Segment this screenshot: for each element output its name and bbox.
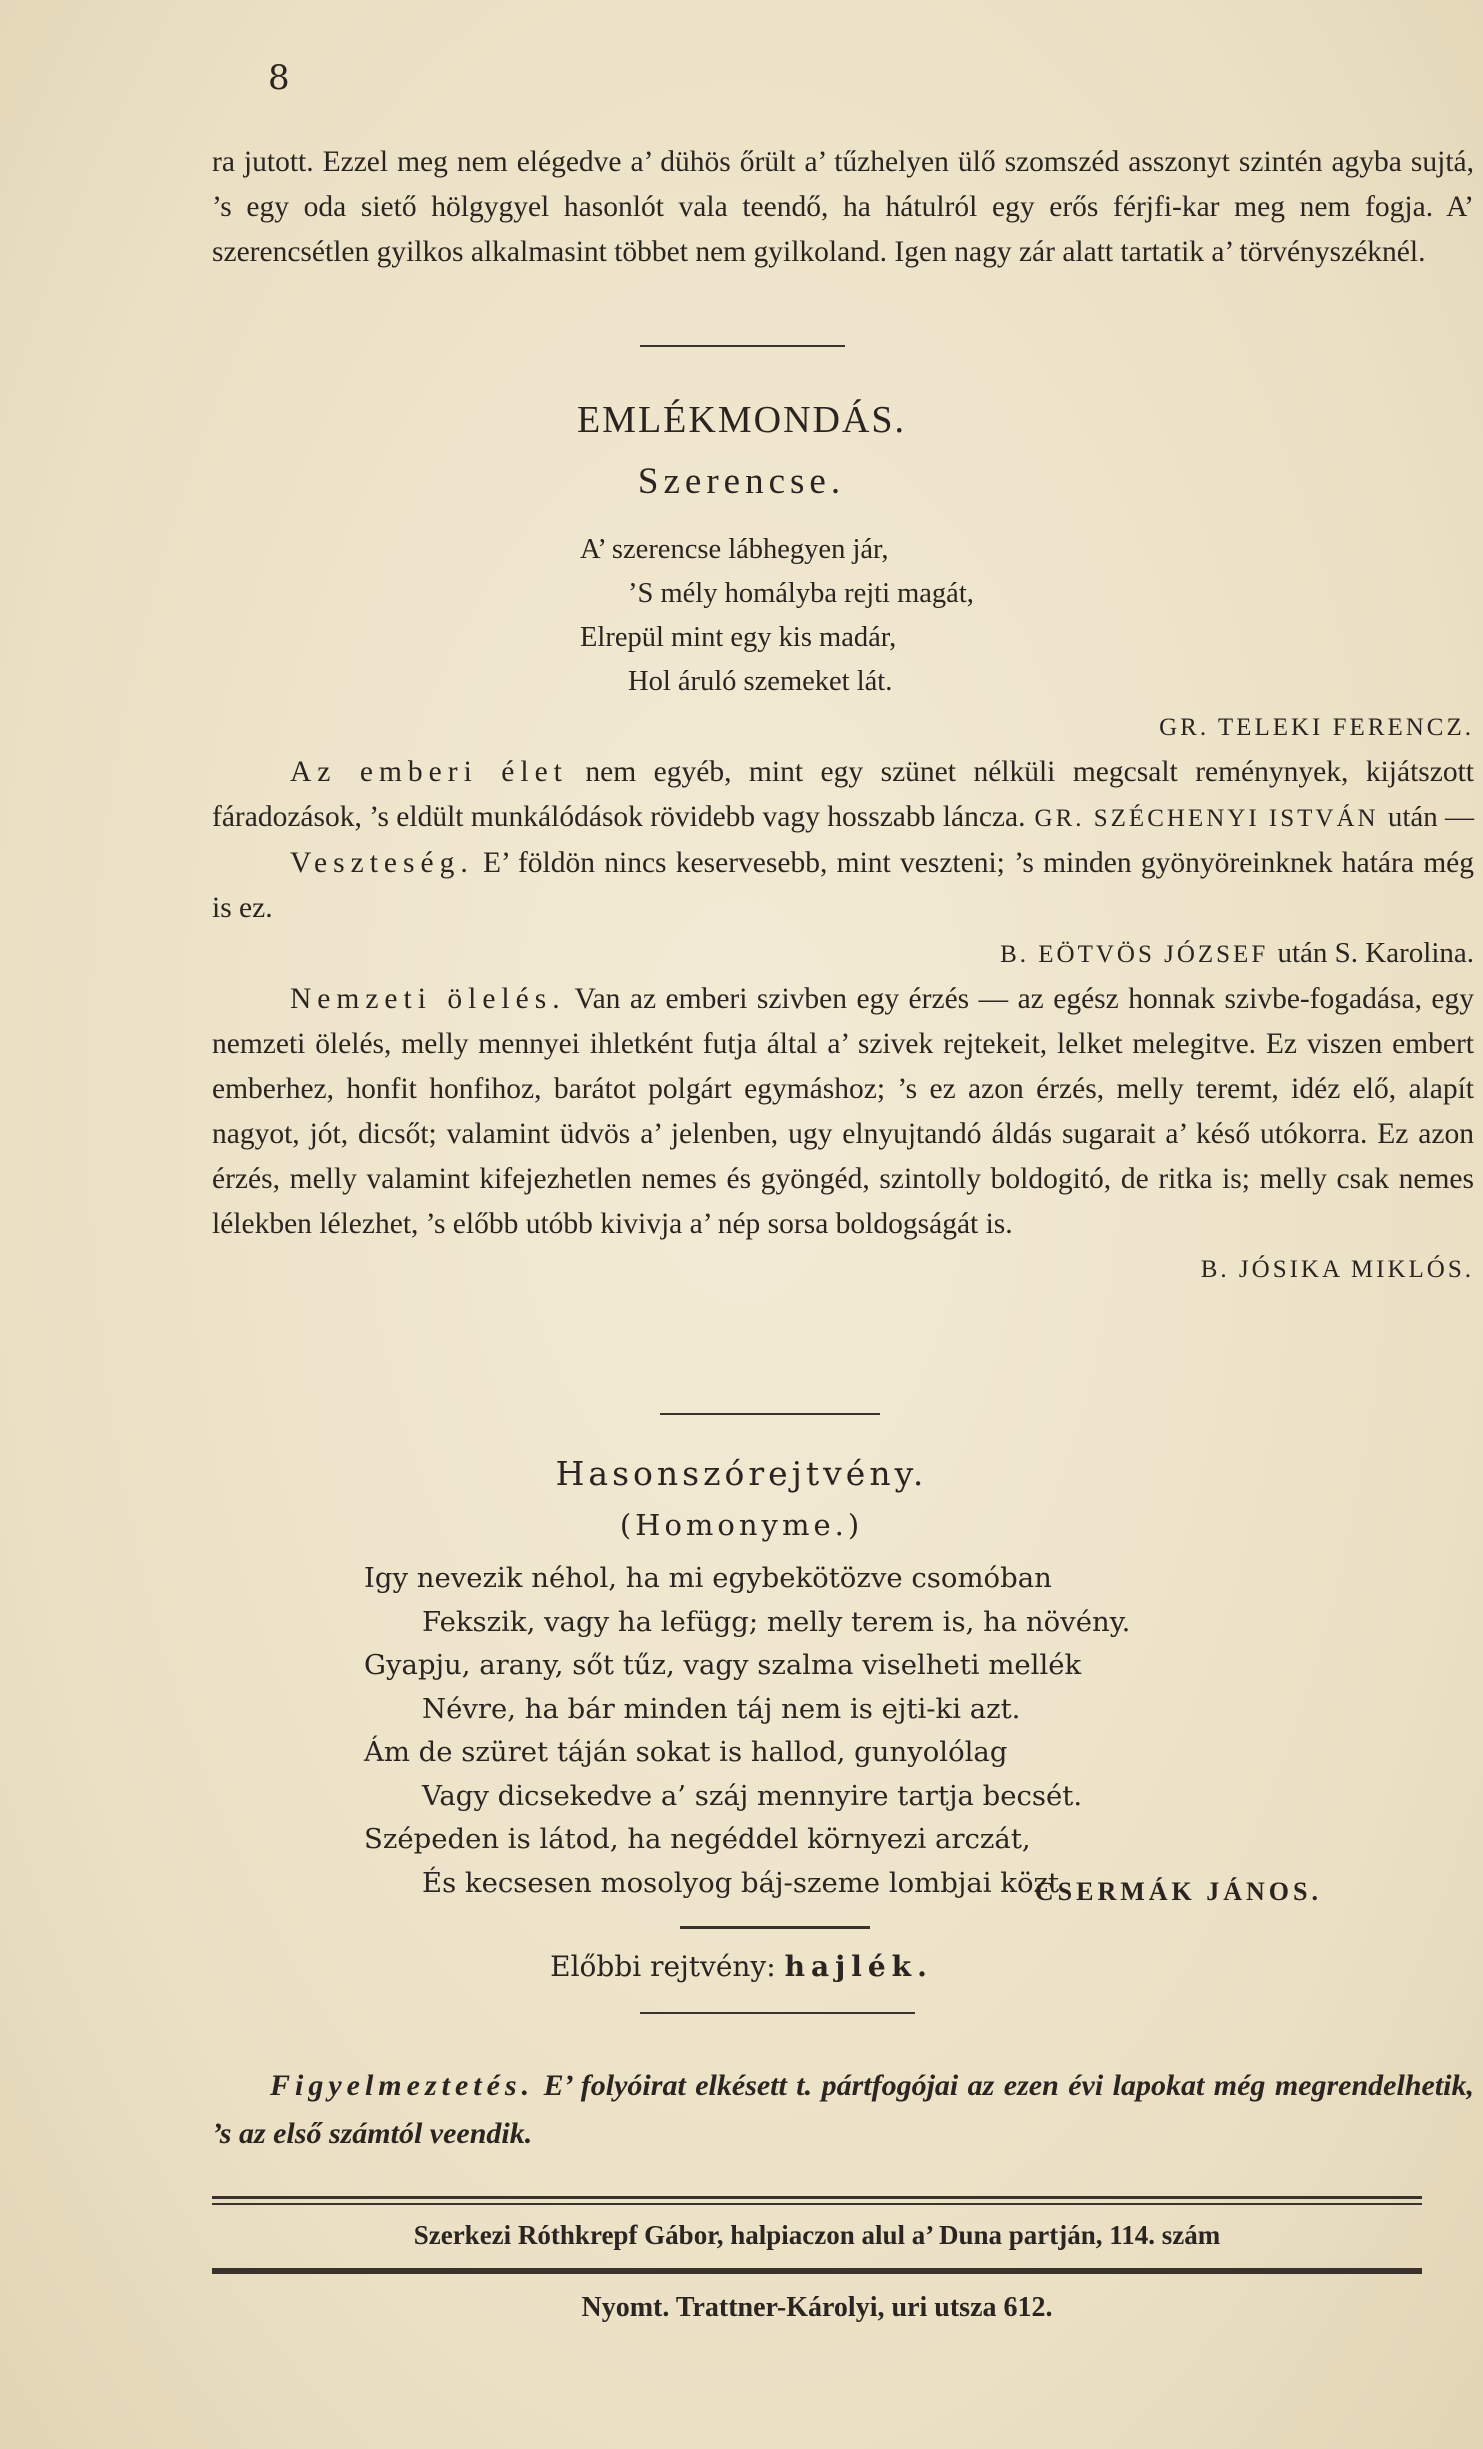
maxim-lead: Veszteség. [290,847,474,879]
maxim-paragraph [212,841,1474,931]
riddle-subtitle: (Homonyme.) [619,1508,864,1542]
poem-szerencse [580,528,974,704]
notice-lead: Figyelmeztetés. [270,2069,535,2102]
author-signature: B. JÓSIKA MIKLÓS. [1200,1256,1474,1283]
poem-line: Ám de szüret táján sokat is hallod, gunyolólag [364,1736,1008,1768]
poem-line: Gyapju, arany, sőt tűz, vagy szalma viselheti mellék [364,1649,1082,1681]
poem-line: ’S mély homályba rejti magát, [628,578,974,609]
printer-line: Nyomt. Trattner-Károlyi, uri utsza 612. [581,2292,1053,2323]
footer-rule-top-thin [212,2203,1422,2205]
previous-riddle [0,1950,1483,1983]
author-name: GR. SZÉCHENYI ISTVÁN [1034,805,1379,832]
maxim-lead: Az emberi élet [290,756,568,788]
author-note: után — [1387,801,1474,833]
previous-riddle-label: Előbbi rejtvény: [550,1950,776,1983]
poem-line: Névre, ha bár minden táj nem is ejti-ki azt. [422,1692,1021,1725]
intro-paragraph [212,140,1474,275]
divider [640,2012,915,2014]
riddle-title: Hasonszórejtvény. [555,1454,928,1493]
poem-title: Szerencse. [637,461,846,502]
maxim-paragraph [212,977,1474,1247]
maxims [212,705,1474,1292]
author-signature [212,931,1474,977]
previous-riddle-answer: hajlék. [784,1950,933,1983]
editor-line: Szerkezi Róthkrepf Gábor, halpiaczon alul a’ Duna partján, 114. szám [413,2220,1221,2250]
maxim-text: Van az emberi szivben egy érzés — az egész honnak szivbe-fogadása, egy nemzeti ölelés, melly mennyei ihletként futja által a’ szivek rejtekeit, lelket melegitve. Ez viszen embert emberhez, honfit honfihoz, barátot polgárt egymáshoz; ’s ez azon érzés, melly teremt, idéz elő, alapít nagyot, jót, dicsőt; valamint üdvös a’ jelenben, ugy elnyujtandó áldás sugarait a’ késő utókorra. Ez azon érzés, melly valamint kifejezhetlen nemes és gyöngéd, szintolly boldogitó, de ritka is; melly csak nemes lélekben lélezhet, ’s előbb utóbb kivivja a’ nép sorsa boldogságát is. [212,983,1475,1240]
author-signature: GR. TELEKI FERENCZ. [1159,714,1474,741]
divider [680,1926,870,1929]
poem-line: És kecsesen mosolyog báj-szeme lombjai közt. [422,1866,1068,1899]
divider [660,1413,880,1415]
author-name: B. EÖTVÖS JÓZSEF [1000,941,1269,968]
poem-line: Szépeden is látod, ha negéddel környezi arczát, [364,1823,1031,1855]
notice-text: E’ folyóirat elkésett t. pártfogójai az ezen évi lapokat még megrendelhetik, ’s az első számtól veendik. [212,2069,1474,2150]
maxim-text: nem egyéb, mint egy szünet nélküli megcsalt reménynyek, kijátszott fáradozások, ’s eldült munkálódások rövidebb vagy hosszabb láncza. [212,756,1475,833]
poem-line: Igy nevezik néhol, ha mi egybekötözve csomóban [364,1562,1052,1594]
intro-text: ra jutott. Ezzel meg nem elégedve a’ dühös őrült a’ tűzhelyen ülő szomszéd asszonyt szintén agyba sujtá, ’s egy oda siető hölgygyel hasonlót vala teendő, ha hátulról egy erős férjfi-kar meg nem fogja. A’ szerencsétlen gyilkos alkalmasint többet nem gyilkoland. Igen nagy zár alatt tartatik a’ törvényszéknél. [212,146,1474,268]
poem-line: A’ szerencse lábhegyen jár, [580,534,889,565]
footer-rule-bottom [212,2268,1422,2274]
poem-line: Vagy dicsekedve a’ száj mennyire tartja becsét. [422,1779,1083,1812]
author-signature: CSERMÁK JÁNOS. [1034,1877,1322,1906]
notice-paragraph [212,2062,1474,2158]
poem-line: Hol áruló szemeket lát. [628,666,893,697]
poem-line: Fekszik, vagy ha lefügg; melly terem is, ha növény. [422,1605,1131,1638]
section-title: EMLÉKMONDÁS. [576,399,907,441]
footer-rule-top [212,2196,1422,2199]
author-note: után S. Karolina. [1277,937,1474,969]
divider [640,345,845,347]
maxim-text: E’ földön nincs keservesebb, mint veszteni; ’s minden gyönyöreinknek határa még is ez. [212,847,1475,924]
maxim-lead: Nemzeti ölelés. [290,983,566,1015]
riddle-poem [364,1557,1130,1905]
page-number: 8 [268,58,290,98]
poem-line: Elrepül mint egy kis madár, [580,622,897,653]
